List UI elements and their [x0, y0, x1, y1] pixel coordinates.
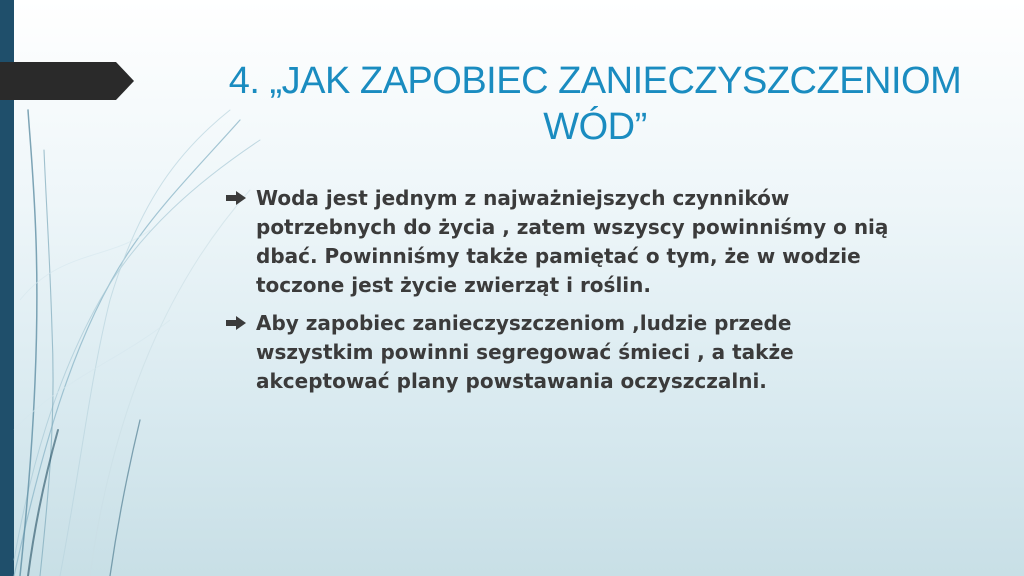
title-arrow-shape: [0, 62, 134, 100]
bullet-line: dbać. Powinniśmy także pamiętać o tym, że w wodzie: [256, 244, 861, 268]
bullet-line: Aby zapobiec zanieczyszczeniom ,ludzie przede: [256, 311, 792, 335]
bullet-line: wszystkim powinni segregować śmieci , a także: [256, 340, 794, 364]
bullet-item-water-importance: [226, 184, 966, 300]
bullet-line: toczone jest życie zwierząt i roślin.: [256, 273, 651, 297]
slide-title-line1: 4. „JAK ZAPOBIEC ZANIECZYSZCZENIOM: [228, 60, 962, 102]
arrow-right-icon: [226, 191, 246, 205]
slide-title-line2: WÓD”: [543, 106, 647, 148]
bullet-line: potrzebnych do życia , zatem wszyscy powinniśmy o nią: [256, 215, 889, 239]
slide-title: [200, 58, 990, 150]
bullet-item-pollution-prevention: [226, 309, 966, 396]
bullet-list: [226, 184, 966, 405]
arrow-right-icon: [226, 316, 246, 330]
bullet-line: akceptować plany powstawania oczyszczalni.: [256, 369, 767, 393]
bullet-line: Woda jest jednym z najważniejszych czynników: [256, 186, 790, 210]
